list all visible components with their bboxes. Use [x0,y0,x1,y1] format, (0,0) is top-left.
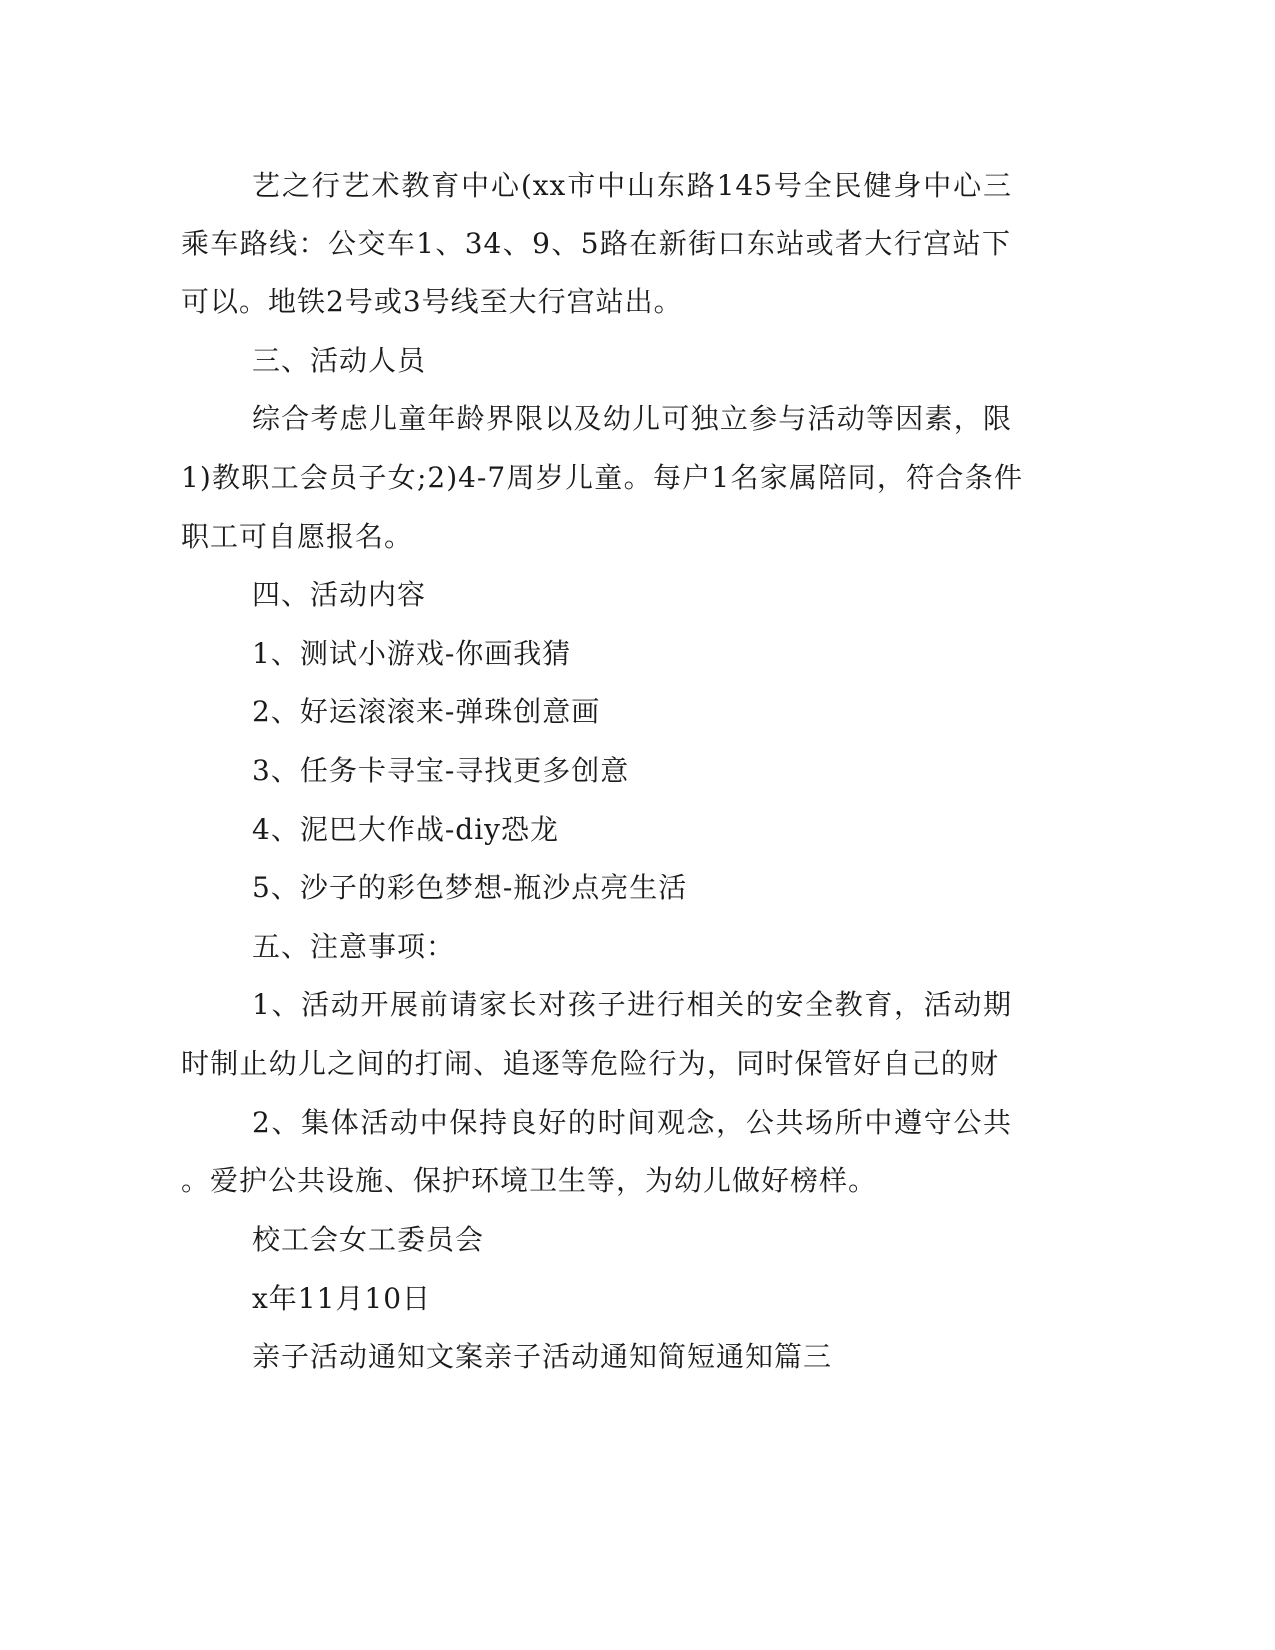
paragraph-line: 乘车路线：公交车1、34、9、5路在新街口东站或者大行宫站下 [181,227,1011,260]
paragraph-line: 综合考虑儿童年龄界限以及幼儿可独立参与活动等因素，限 [252,402,1012,435]
paragraph-line: 1)教职工会员子女;2)4-7周岁儿童。每户1名家属陪同，符合条件 [181,461,1023,494]
paragraph-line: 职工可自愿报名。 [181,520,414,553]
list-item: 3、任务卡寻宝-寻找更多创意 [252,754,630,787]
paragraph-line: 可以。地铁2号或3号线至大行宫站出。 [181,285,683,318]
section-heading: 三、活动人员 [252,344,427,377]
list-item: 5、沙子的彩色梦想-瓶沙点亮生活 [252,871,688,904]
paragraph-line: 。爱护公共设施、保护环境卫生等，为幼儿做好榜样。 [181,1164,878,1197]
list-item: 4、泥巴大作战-diy恐龙 [252,813,559,846]
paragraph-line: 时制止幼儿之间的打闹、追逐等危险行为，同时保管好自己的财 [181,1047,999,1080]
paragraph-line: 1、活动开展前请家长对孩子进行相关的安全教育，活动期 [252,988,1012,1021]
signature-date: x年11月10日 [252,1282,432,1315]
list-item: 2、好运滚滚来-弹珠创意画 [252,695,601,728]
section-heading: 四、活动内容 [252,578,427,611]
paragraph-line: 艺之行艺术教育中心(xx市中山东路145号全民健身中心三 [252,169,1012,202]
signature-organization: 校工会女工委员会 [252,1223,485,1256]
list-item: 1、测试小游戏-你画我猜 [252,637,572,670]
section-heading: 五、注意事项： [252,930,456,963]
next-section-title: 亲子活动通知文案亲子活动通知简短通知篇三 [252,1340,833,1373]
paragraph-line: 2、集体活动中保持良好的时间观念，公共场所中遵守公共 [252,1106,1012,1139]
